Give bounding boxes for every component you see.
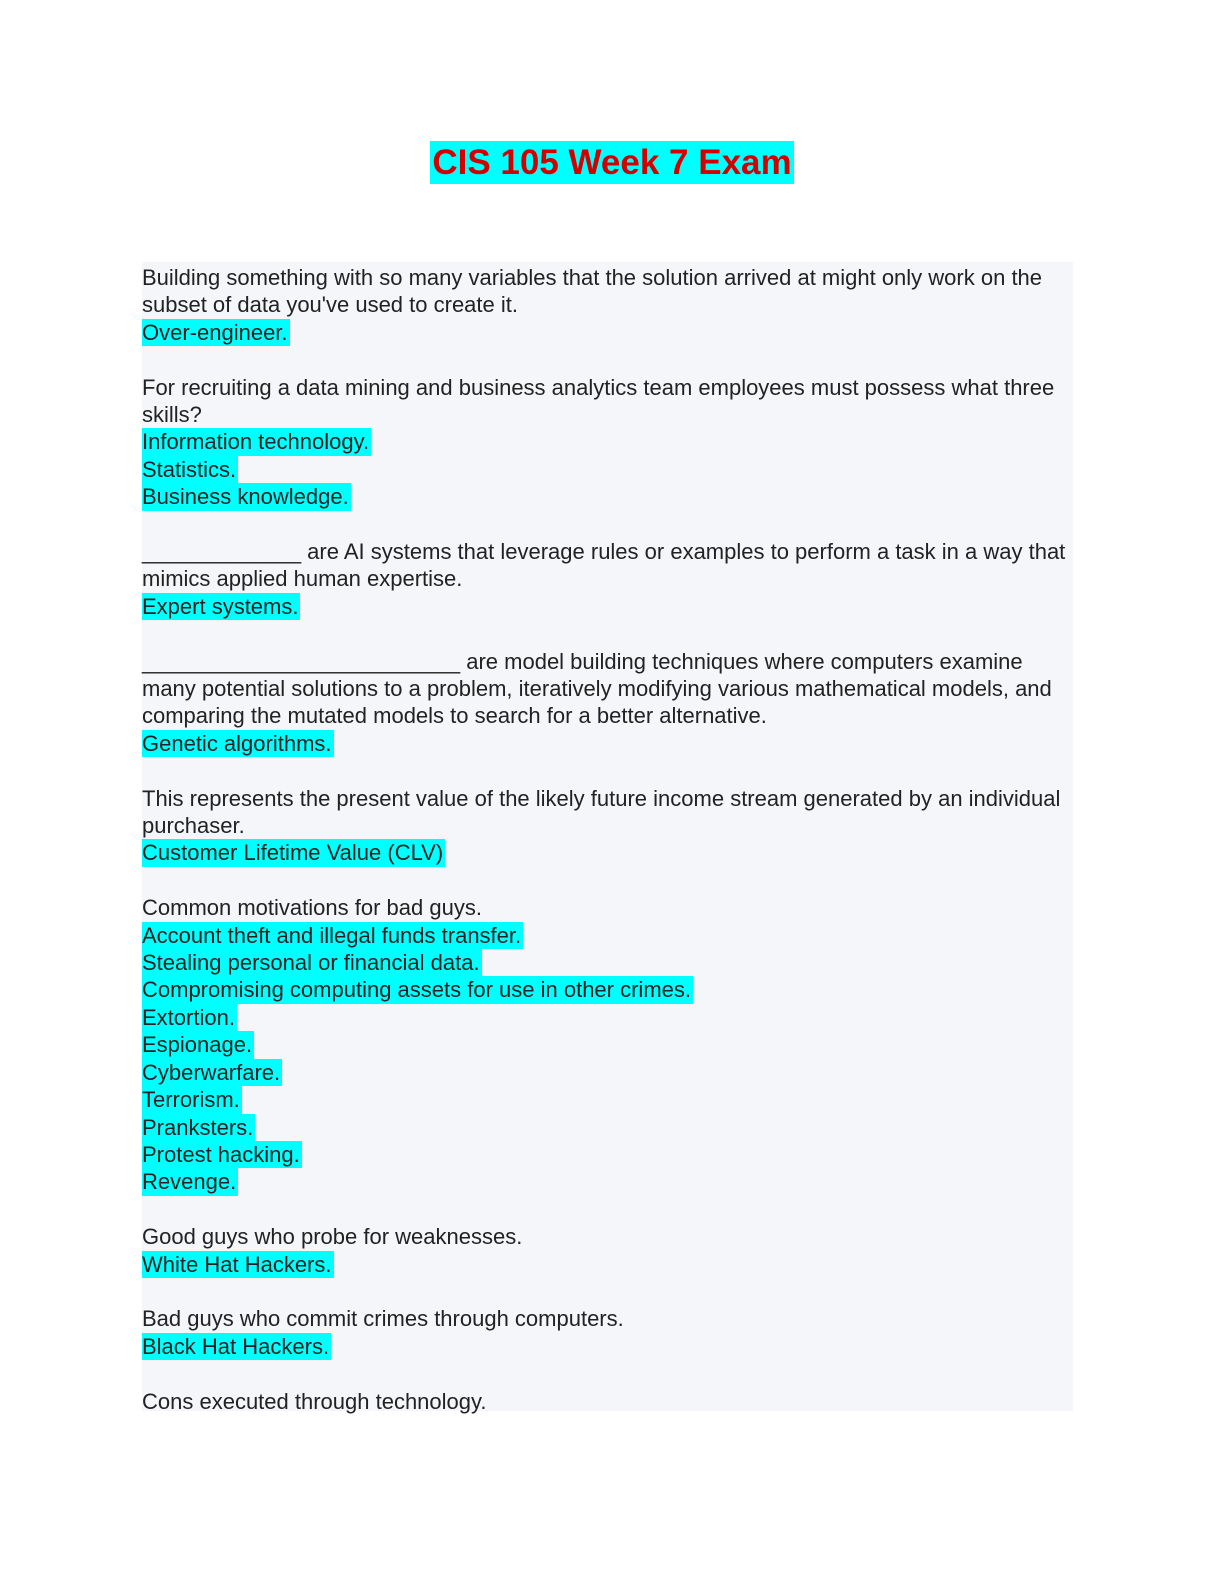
- question-text: Building something with so many variables that the solution arrived at might only work on the subset of data you've used to create it.: [142, 265, 1043, 318]
- answer-text: Black Hat Hackers.: [142, 1333, 330, 1359]
- answer-text: Account theft and illegal funds transfer.: [142, 922, 522, 948]
- title-wrapper: [0, 141, 1224, 184]
- answer-text: Extortion.: [142, 1004, 235, 1030]
- answer-text: Revenge.: [142, 1169, 237, 1195]
- question-list: [142, 262, 1073, 1414]
- answer-text: Over-engineer.: [142, 319, 288, 345]
- question-block: [142, 894, 1073, 1195]
- answer-text: Customer Lifetime Value (CLV): [142, 840, 444, 866]
- question-block: [142, 648, 1073, 758]
- question-text: For recruiting a data mining and business analytics team employees must possess what three skills?: [142, 374, 1055, 428]
- answer-text: Cyberwarfare.: [142, 1059, 281, 1085]
- question-text: Common motivations for bad guys.: [142, 895, 482, 921]
- question-block: [142, 538, 1073, 620]
- question-text: _____________ are AI systems that leverage rules or examples to perform a task in a way that mimics applied human expertise.: [142, 539, 1066, 592]
- question-text: Good guys who probe for weaknesses.: [142, 1224, 523, 1250]
- page-title: CIS 105 Week 7 Exam: [432, 143, 792, 182]
- question-block: [142, 785, 1073, 867]
- question-block: [142, 1223, 1073, 1278]
- question-block: [142, 1305, 1073, 1360]
- answer-text: Business knowledge.: [142, 484, 349, 510]
- question-text: Cons executed through technology.: [142, 1388, 487, 1414]
- answer-text: Pranksters.: [142, 1114, 254, 1140]
- answer-text: Protest hacking.: [142, 1141, 300, 1167]
- question-block: [142, 264, 1073, 346]
- answer-text: White Hat Hackers.: [142, 1251, 332, 1277]
- answer-text: Stealing personal or financial data.: [142, 950, 480, 976]
- answer-text: Statistics.: [142, 456, 237, 482]
- question-block: [142, 374, 1073, 511]
- answer-text: Information technology.: [142, 429, 370, 455]
- answer-text: Expert systems.: [142, 593, 299, 619]
- answer-text: Genetic algorithms.: [142, 730, 332, 756]
- answer-text: Terrorism.: [142, 1087, 240, 1113]
- question-text: Bad guys who commit crimes through computers.: [142, 1306, 624, 1332]
- question-text: __________________________ are model building techniques where computers examine many potential solutions to a problem, iteratively modifying various mathematical models, and comparing the mutated models to search for a better alternative.: [142, 648, 1052, 729]
- question-block: [142, 1388, 1073, 1415]
- question-text: This represents the present value of the likely future income stream generated by an individual purchaser.: [142, 785, 1061, 839]
- answer-text: Espionage.: [142, 1032, 253, 1058]
- answer-text: Compromising computing assets for use in other crimes.: [142, 977, 691, 1003]
